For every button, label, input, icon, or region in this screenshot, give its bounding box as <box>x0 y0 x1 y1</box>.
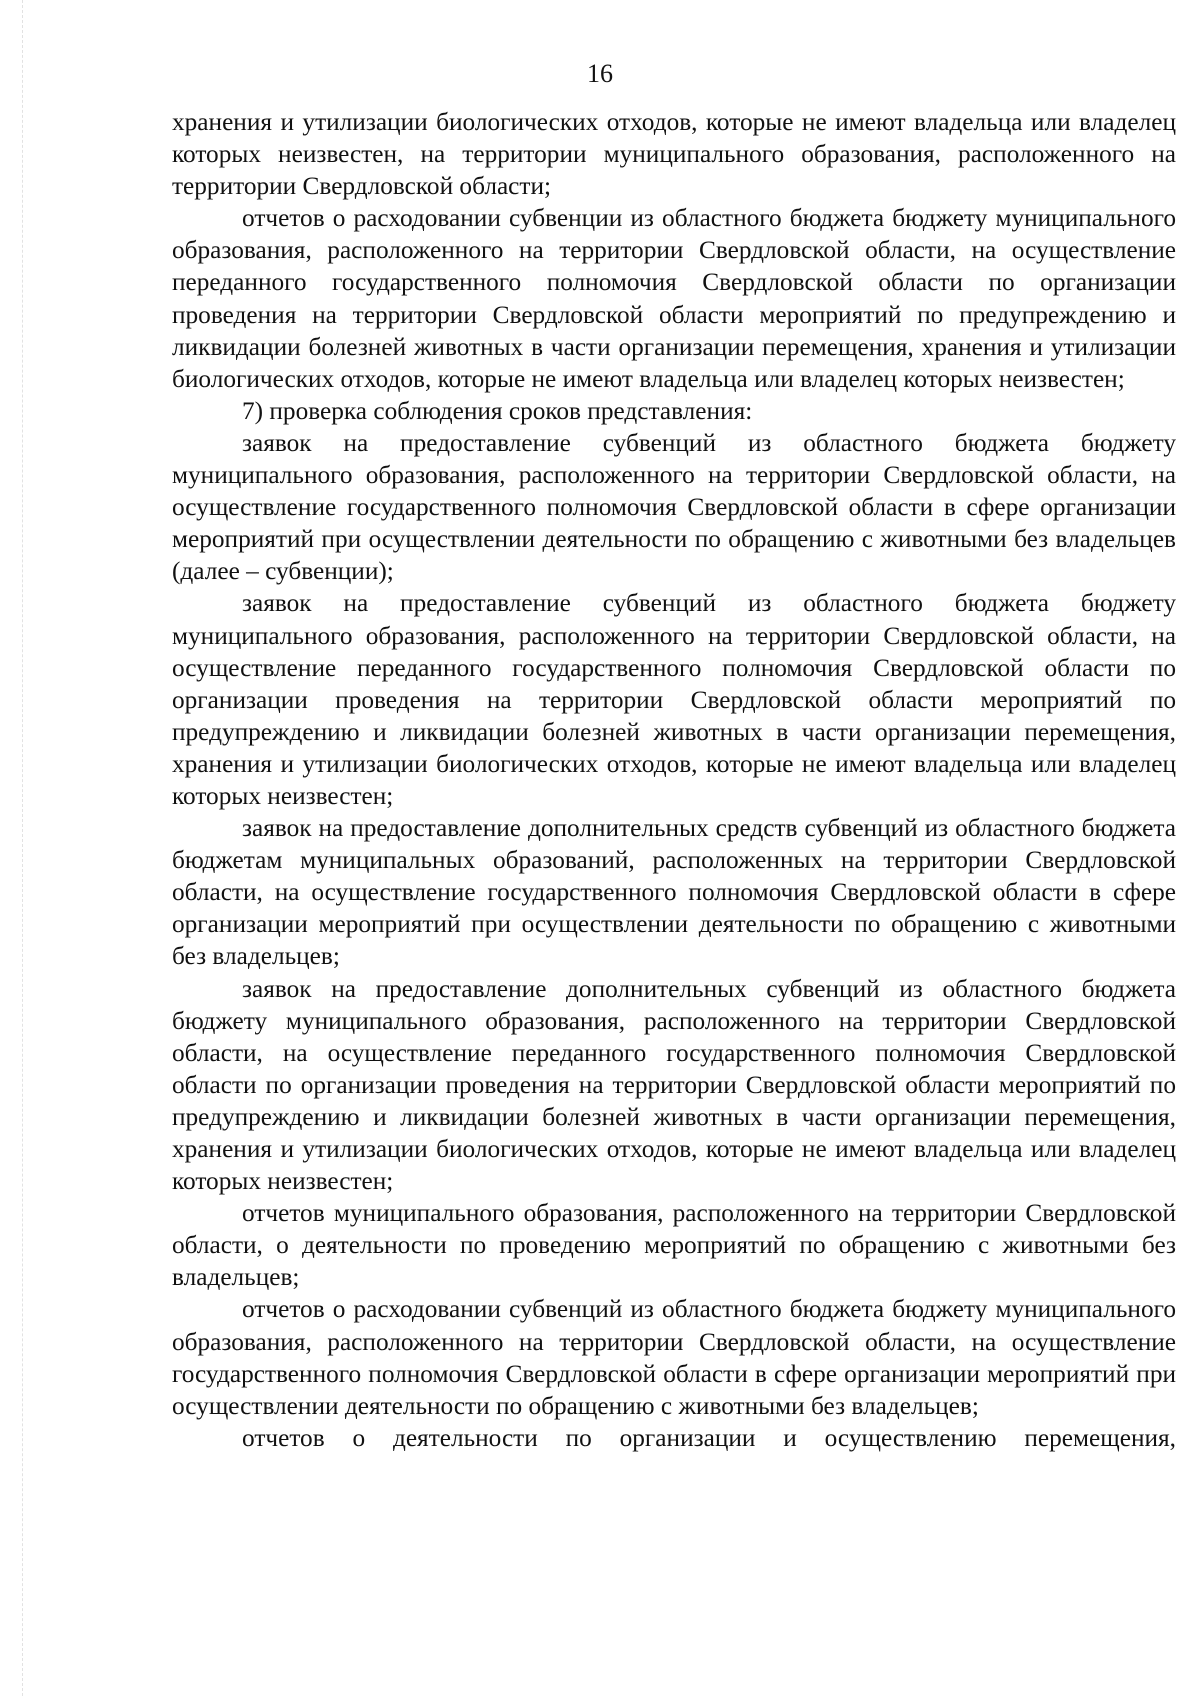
paragraph: заявок на предоставление субвенций из областного бюджета бюджету муниципального образования, расположенного на территории Свердловской области, на осуществление переданного государственного полномочия Свердловской области по организации проведения на территории Свердловской области мероприятий по предупреждению и ликвидации болезней животных в части организации перемещения, хранения и утилизации биологических отходов, которые не имеют владельца или владелец которых неизвестен; <box>172 589 1176 810</box>
paragraph-item-7: 7) проверка соблюдения сроков представления: <box>242 396 753 425</box>
paragraph: отчетов о расходовании субвенции из областного бюджета бюджету муниципального образования, расположенного на территории Свердловской области, на осуществление переданного государственного полномочия Свердловской области по организации проведения на территории Свердловской области мероприятий по предупреждению и ликвидации болезней животных в части организации перемещения, хранения и утилизации биологических отходов, которые не имеют владельца или владелец которых неизвестен; <box>172 204 1176 393</box>
paragraph: заявок на предоставление дополнительных средств субвенций из областного бюджета бюджетам муниципальных образований, расположенных на территории Свердловской области, на осуществление государственного полномочия Свердловской области в сфере организации мероприятий при осуществлении деятельности по обращению с животными без владельцев; <box>172 814 1176 971</box>
paragraph: заявок на предоставление дополнительных субвенций из областного бюджета бюджету муниципального образования, расположенного на территории Свердловской области, на осуществление переданного государственного полномочия Свердловской области по организации проведения на территории Свердловской области мероприятий по предупреждению и ликвидации болезней животных в части организации перемещения, хранения и утилизации биологических отходов, которые не имеют владельца или владелец которых неизвестен; <box>172 974 1176 1196</box>
paragraph: отчетов муниципального образования, расположенного на территории Свердловской области, о деятельности по проведению мероприятий по обращению с животными без владельцев; <box>172 1199 1176 1292</box>
document-body <box>172 106 1176 1454</box>
scan-edge-line <box>22 0 23 1696</box>
paragraph-last: отчетов о деятельности по организации и осуществлению перемещения, <box>242 1423 1176 1452</box>
paragraph-continuation: хранения и утилизации биологических отходов, которые не имеют владельца или владелец которых неизвестен, на территории муниципального образования, расположенного на территории Свердловской области; <box>172 108 1176 201</box>
paragraph: заявок на предоставление субвенций из областного бюджета бюджету муниципального образования, расположенного на территории Свердловской области, на осуществление государственного полномочия Свердловской области в сфере организации мероприятий при осуществлении деятельности по обращению с животными без владельцев (далее – субвенции); <box>172 428 1176 586</box>
page-number: 16 <box>587 59 613 88</box>
paragraph: отчетов о расходовании субвенций из областного бюджета бюджету муниципального образования, расположенного на территории Свердловской области, на осуществление государственного полномочия Свердловской области в сфере организации мероприятий при осуществлении деятельности по обращению с животными без владельцев; <box>172 1295 1176 1420</box>
